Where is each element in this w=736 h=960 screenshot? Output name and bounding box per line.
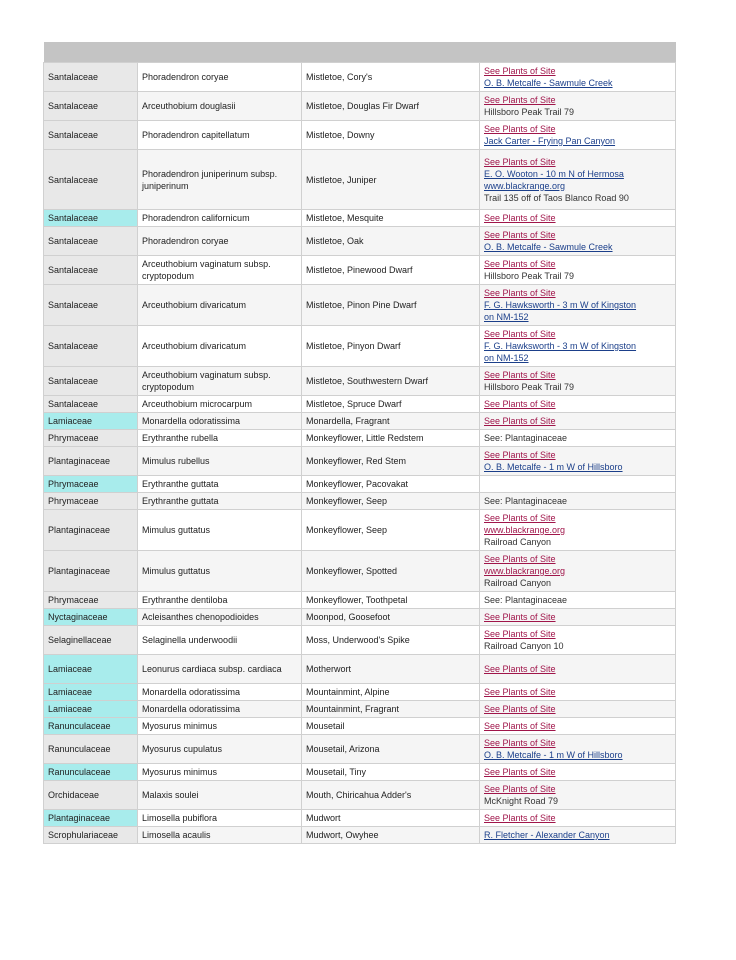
scientific-name-cell: Arceuthobium divaricatum — [138, 326, 302, 367]
table-row — [44, 256, 676, 285]
collector-link[interactable]: Jack Carter - Frying Pan Canyon — [484, 136, 616, 146]
table-row — [44, 684, 676, 701]
table-row — [44, 150, 676, 210]
family-cell: Ranunculaceae — [44, 764, 138, 781]
location-note: McKnight Road 79 — [484, 796, 559, 806]
family-cell: Phrymaceae — [44, 493, 138, 510]
common-name-cell: Monardella, Fragrant — [302, 413, 480, 430]
common-name-cell: Monkeyflower, Seep — [302, 493, 480, 510]
family-cell: Phrymaceae — [44, 430, 138, 447]
table-header-row — [44, 42, 676, 63]
links-cell — [480, 493, 676, 510]
common-name-cell: Moss, Underwood's Spike — [302, 626, 480, 655]
scientific-name-cell: Selaginella underwoodii — [138, 626, 302, 655]
table-row — [44, 326, 676, 367]
family-cell: Santalaceae — [44, 92, 138, 121]
see-plants-link[interactable]: See Plants of Site — [484, 259, 556, 269]
common-name-cell: Motherwort — [302, 655, 480, 684]
see-plants-link[interactable]: See Plants of Site — [484, 784, 556, 794]
family-cell: Lamiaceae — [44, 413, 138, 430]
see-plants-link[interactable]: See Plants of Site — [484, 813, 556, 823]
see-plants-link[interactable]: See Plants of Site — [484, 370, 556, 380]
common-name-cell: Monkeyflower, Toothpetal — [302, 592, 480, 609]
common-name-cell: Mousetail, Tiny — [302, 764, 480, 781]
family-cell: Plantaginaceae — [44, 510, 138, 551]
location-note: Railroad Canyon — [484, 578, 552, 588]
common-name-cell: Mistletoe, Spruce Dwarf — [302, 396, 480, 413]
links-cell — [480, 63, 676, 92]
collector-link[interactable]: www.blackrange.org — [484, 180, 566, 191]
location-note: Railroad Canyon — [484, 537, 552, 547]
common-name-cell: Mouth, Chiricahua Adder's — [302, 781, 480, 810]
table-row — [44, 551, 676, 592]
links-cell — [480, 827, 676, 844]
common-name-cell: Mistletoe, Douglas Fir Dwarf — [302, 92, 480, 121]
family-cell: Scrophulariaceae — [44, 827, 138, 844]
location-note: Hillsboro Peak Trail 79 — [484, 271, 575, 281]
table-row — [44, 510, 676, 551]
see-plants-link[interactable]: See Plants of Site — [484, 230, 556, 240]
family-cell: Lamiaceae — [44, 701, 138, 718]
links-cell — [480, 735, 676, 764]
table-row — [44, 701, 676, 718]
see-plants-link[interactable]: See Plants of Site — [484, 721, 556, 731]
table-row — [44, 735, 676, 764]
common-name-cell: Mistletoe, Pinyon Dwarf — [302, 326, 480, 367]
family-cell: Plantaginaceae — [44, 810, 138, 827]
table-row — [44, 447, 676, 476]
scientific-name-cell: Arceuthobium vaginatum subsp. cryptopodum — [138, 256, 302, 285]
table-row — [44, 430, 676, 447]
see-plants-link[interactable]: See Plants of Site — [484, 124, 556, 134]
table-row — [44, 92, 676, 121]
scientific-name-cell: Phoradendron californicum — [138, 210, 302, 227]
scientific-name-cell: Erythranthe dentiloba — [138, 592, 302, 609]
links-cell — [480, 121, 676, 150]
scientific-name-cell: Monardella odoratissima — [138, 413, 302, 430]
common-name-cell: Mousetail, Arizona — [302, 735, 480, 764]
common-name-cell: Mistletoe, Downy — [302, 121, 480, 150]
collector-link[interactable]: R. Fletcher - Alexander Canyon — [484, 830, 610, 840]
links-cell — [480, 92, 676, 121]
family-cell: Santalaceae — [44, 256, 138, 285]
location-note: Railroad Canyon 10 — [484, 641, 564, 651]
scientific-name-cell: Mimulus guttatus — [138, 551, 302, 592]
common-name-cell: Monkeyflower, Little Redstem — [302, 430, 480, 447]
links-cell — [480, 626, 676, 655]
links-cell — [480, 227, 676, 256]
table-row — [44, 367, 676, 396]
collector-link[interactable]: O. B. Metcalfe - 1 m W of Hillsboro — [484, 750, 623, 760]
scientific-name-cell: Myosurus minimus — [138, 718, 302, 735]
links-cell — [480, 447, 676, 476]
collector-link[interactable]: E. O. Wooton - 10 m N of Hermosa — [484, 168, 624, 179]
links-cell — [480, 781, 676, 810]
links-cell — [480, 326, 676, 367]
location-note: Hillsboro Peak Trail 79 — [484, 382, 575, 392]
scientific-name-cell: Mimulus guttatus — [138, 510, 302, 551]
table-row — [44, 655, 676, 684]
collector-link[interactable]: O. B. Metcalfe - 1 m W of Hillsboro — [484, 462, 623, 472]
location-note: Trail 135 off of Taos Blanco Road 90 — [484, 192, 629, 203]
see-plants-link[interactable]: See Plants of Site — [484, 767, 556, 777]
see-plants-link[interactable]: See Plants of Site — [484, 329, 556, 339]
see-plants-link[interactable]: See Plants of Site — [484, 704, 556, 714]
scientific-name-cell: Malaxis soulei — [138, 781, 302, 810]
scientific-name-cell: Arceuthobium douglasii — [138, 92, 302, 121]
family-cell: Santalaceae — [44, 63, 138, 92]
family-cell: Nyctaginaceae — [44, 609, 138, 626]
common-name-cell: Moonpod, Goosefoot — [302, 609, 480, 626]
table-body — [44, 63, 676, 844]
see-plants-link[interactable]: See Plants of Site — [484, 156, 556, 167]
plant-table — [43, 42, 676, 844]
table-row — [44, 227, 676, 256]
links-cell — [480, 396, 676, 413]
links-cell — [480, 551, 676, 592]
common-name-cell: Mistletoe, Pinewood Dwarf — [302, 256, 480, 285]
family-cell: Phrymaceae — [44, 476, 138, 493]
links-cell — [480, 476, 676, 493]
see-plants-link[interactable]: See Plants of Site — [484, 66, 556, 76]
table-row — [44, 63, 676, 92]
common-name-cell: Mousetail — [302, 718, 480, 735]
links-cell — [480, 684, 676, 701]
table-row — [44, 413, 676, 430]
scientific-name-cell: Arceuthobium divaricatum — [138, 285, 302, 326]
scientific-name-cell: Monardella odoratissima — [138, 701, 302, 718]
see-plants-link[interactable]: See Plants of Site — [484, 513, 556, 523]
scientific-name-cell: Erythranthe guttata — [138, 493, 302, 510]
location-note: Hillsboro Peak Trail 79 — [484, 107, 575, 117]
collector-link[interactable]: F. G. Hawksworth - 3 m W of Kingston — [484, 341, 637, 351]
see-plants-link[interactable]: See Plants of Site — [484, 664, 556, 674]
links-cell — [480, 592, 676, 609]
table-row — [44, 592, 676, 609]
table-row — [44, 285, 676, 326]
family-cell: Santalaceae — [44, 227, 138, 256]
links-cell — [480, 718, 676, 735]
links-cell — [480, 655, 676, 684]
see-plants-link[interactable]: See Plants of Site — [484, 612, 556, 622]
links-cell — [480, 210, 676, 227]
common-name-cell: Mistletoe, Cory's — [302, 63, 480, 92]
common-name-cell: Mistletoe, Mesquite — [302, 210, 480, 227]
common-name-cell: Monkeyflower, Pacovakat — [302, 476, 480, 493]
family-cell: Plantaginaceae — [44, 551, 138, 592]
table-header-bar — [44, 42, 676, 63]
see-plants-link[interactable]: See Plants of Site — [484, 554, 556, 564]
family-cell: Santalaceae — [44, 210, 138, 227]
see-plants-link[interactable]: See Plants of Site — [484, 416, 556, 426]
table-row — [44, 626, 676, 655]
family-cell: Santalaceae — [44, 396, 138, 413]
scientific-name-cell: Arceuthobium microcarpum — [138, 396, 302, 413]
scientific-name-cell: Acleisanthes chenopodioides — [138, 609, 302, 626]
family-cell: Lamiaceae — [44, 684, 138, 701]
scientific-name-cell: Mimulus rubellus — [138, 447, 302, 476]
common-name-cell: Monkeyflower, Seep — [302, 510, 480, 551]
links-cell — [480, 609, 676, 626]
family-cell: Orchidaceae — [44, 781, 138, 810]
common-name-cell: Mistletoe, Southwestern Dwarf — [302, 367, 480, 396]
see-plants-link[interactable]: See Plants of Site — [484, 687, 556, 697]
common-name-cell: Monkeyflower, Spotted — [302, 551, 480, 592]
common-name-cell: Mountainmint, Fragrant — [302, 701, 480, 718]
links-cell — [480, 430, 676, 447]
family-cell: Phrymaceae — [44, 592, 138, 609]
common-name-cell: Monkeyflower, Red Stem — [302, 447, 480, 476]
table-row — [44, 476, 676, 493]
table-row — [44, 827, 676, 844]
common-name-cell: Mudwort — [302, 810, 480, 827]
common-name-cell: Mistletoe, Pinon Pine Dwarf — [302, 285, 480, 326]
links-cell — [480, 701, 676, 718]
scientific-name-cell: Erythranthe guttata — [138, 476, 302, 493]
common-name-cell: Mistletoe, Oak — [302, 227, 480, 256]
links-cell — [480, 150, 676, 210]
collector-link[interactable]: O. B. Metcalfe - Sawmule Creek — [484, 242, 613, 252]
collector-link[interactable]: O. B. Metcalfe - Sawmule Creek — [484, 78, 613, 88]
see-plants-link[interactable]: See Plants of Site — [484, 629, 556, 639]
links-cell — [480, 367, 676, 396]
scientific-name-cell: Phoradendron juniperinum subsp. juniperinum — [138, 150, 302, 210]
links-cell — [480, 285, 676, 326]
see-plants-link[interactable]: See Plants of Site — [484, 95, 556, 105]
family-cell: Santalaceae — [44, 326, 138, 367]
scientific-name-cell: Myosurus cupulatus — [138, 735, 302, 764]
links-cell — [480, 764, 676, 781]
links-cell — [480, 256, 676, 285]
see-plants-link[interactable]: See Plants of Site — [484, 213, 556, 223]
family-cell: Santalaceae — [44, 367, 138, 396]
location-note: See: Plantaginaceae — [484, 433, 568, 443]
scientific-name-cell: Phoradendron coryae — [138, 63, 302, 92]
scientific-name-cell: Limosella pubiflora — [138, 810, 302, 827]
common-name-cell: Mistletoe, Juniper — [302, 150, 480, 210]
location-note: See: Plantaginaceae — [484, 595, 568, 605]
table-row — [44, 121, 676, 150]
see-plants-link[interactable]: www.blackrange.org — [484, 525, 566, 535]
family-cell: Ranunculaceae — [44, 735, 138, 764]
links-cell — [480, 413, 676, 430]
collector-link[interactable]: on NM-152 — [484, 312, 529, 322]
see-plants-link[interactable]: See Plants of Site — [484, 288, 556, 298]
scientific-name-cell: Arceuthobium vaginatum subsp. cryptopodum — [138, 367, 302, 396]
see-plants-link[interactable]: See Plants of Site — [484, 399, 556, 409]
family-cell: Plantaginaceae — [44, 447, 138, 476]
family-cell: Santalaceae — [44, 285, 138, 326]
common-name-cell: Mudwort, Owyhee — [302, 827, 480, 844]
table-row — [44, 781, 676, 810]
table-row — [44, 764, 676, 781]
scientific-name-cell: Phoradendron coryae — [138, 227, 302, 256]
common-name-cell: Mountainmint, Alpine — [302, 684, 480, 701]
scientific-name-cell: Phoradendron capitellatum — [138, 121, 302, 150]
scientific-name-cell: Monardella odoratissima — [138, 684, 302, 701]
table-row — [44, 396, 676, 413]
collector-link[interactable]: on NM-152 — [484, 353, 529, 363]
scientific-name-cell: Limosella acaulis — [138, 827, 302, 844]
see-plants-link[interactable]: www.blackrange.org — [484, 566, 566, 576]
scientific-name-cell: Erythranthe rubella — [138, 430, 302, 447]
scientific-name-cell: Myosurus minimus — [138, 764, 302, 781]
table-row — [44, 609, 676, 626]
links-cell — [480, 810, 676, 827]
see-plants-link[interactable]: See Plants of Site — [484, 450, 556, 460]
family-cell: Santalaceae — [44, 150, 138, 210]
family-cell: Selaginellaceae — [44, 626, 138, 655]
table-row — [44, 810, 676, 827]
table-row — [44, 493, 676, 510]
table-row — [44, 718, 676, 735]
family-cell: Lamiaceae — [44, 655, 138, 684]
scientific-name-cell: Leonurus cardiaca subsp. cardiaca — [138, 655, 302, 684]
family-cell: Santalaceae — [44, 121, 138, 150]
location-note: See: Plantaginaceae — [484, 496, 568, 506]
family-cell: Ranunculaceae — [44, 718, 138, 735]
collector-link[interactable]: F. G. Hawksworth - 3 m W of Kingston — [484, 300, 637, 310]
see-plants-link[interactable]: See Plants of Site — [484, 738, 556, 748]
table-row — [44, 210, 676, 227]
links-cell — [480, 510, 676, 551]
